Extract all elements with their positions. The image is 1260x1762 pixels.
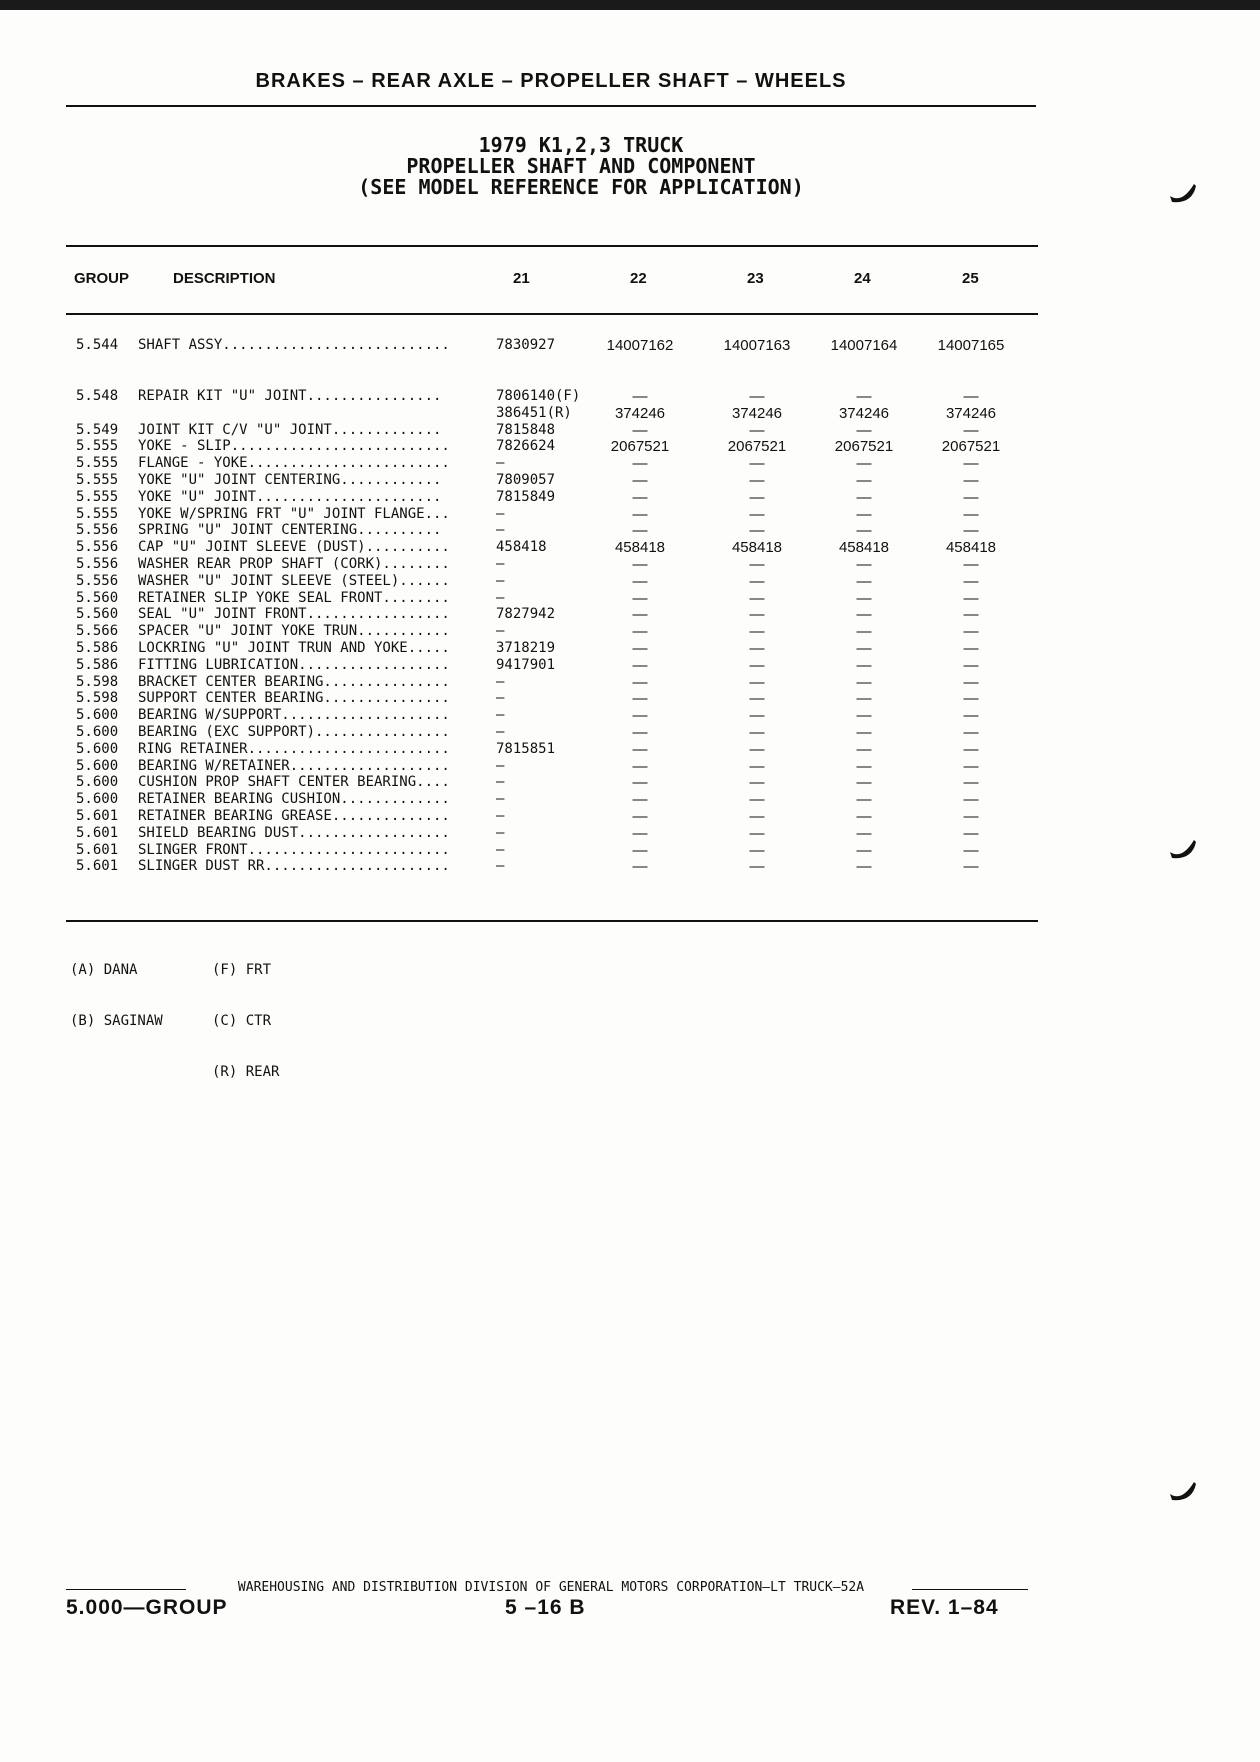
row-group: 5.586 xyxy=(76,640,119,656)
table-row xyxy=(0,640,1260,657)
row-value-25: 14007165 xyxy=(937,337,1005,354)
row-value-25: — xyxy=(963,774,979,792)
row-group: 5.556 xyxy=(76,522,119,539)
row-value-23: — xyxy=(749,858,765,876)
row-description: RETAINER BEARING GREASE.............. xyxy=(138,808,450,824)
row-group: 5.555 xyxy=(76,438,119,455)
row-value-24: — xyxy=(856,505,872,523)
row-value-22: — xyxy=(632,522,648,540)
row-value-22: — xyxy=(632,589,648,607)
footnote: (B) SAGINAW xyxy=(70,1013,163,1029)
footer-page-number: 5 –16 B xyxy=(505,1596,586,1619)
row-value-21: — xyxy=(496,757,505,774)
row-value-24: — xyxy=(856,841,872,859)
row-group: 5.555 xyxy=(76,488,119,505)
row-value-23: — xyxy=(749,606,765,624)
row-value-23: — xyxy=(749,388,765,405)
row-description: SPRING "U" JOINT CENTERING.......... xyxy=(138,522,442,539)
row-group: 5.601 xyxy=(76,824,119,841)
col-header-25: 25 xyxy=(962,270,979,287)
row-value-22: — xyxy=(632,640,648,657)
row-value-22: — xyxy=(632,572,648,590)
table-row xyxy=(0,422,1260,439)
row-value-25: — xyxy=(963,455,979,473)
row-value-25: — xyxy=(963,824,979,842)
row-value-21: — xyxy=(496,623,505,640)
row-value-21: — xyxy=(496,824,505,841)
title-line-1: 1979 K1,2,3 TRUCK xyxy=(478,133,684,157)
row-value-22: — xyxy=(632,858,648,876)
table-bottom-rule xyxy=(66,920,1038,922)
row-value-25: — xyxy=(963,388,979,405)
row-value-24: — xyxy=(856,858,872,876)
table-row xyxy=(0,522,1260,539)
row-value-25: 2067521 xyxy=(941,438,1001,456)
row-value-24: — xyxy=(856,757,872,775)
row-value-21: — xyxy=(496,858,505,875)
row-description: BEARING W/RETAINER................... xyxy=(138,757,450,774)
header-rule xyxy=(66,105,1036,107)
row-description: YOKE - SLIP.......................... xyxy=(138,438,450,455)
row-value-24: — xyxy=(856,472,872,489)
footnote: (R) REAR xyxy=(212,1064,280,1080)
row-value-22: — xyxy=(632,808,648,825)
row-value-24: — xyxy=(856,673,872,691)
row-value-22: — xyxy=(632,472,648,489)
row-group: 5.600 xyxy=(76,707,119,724)
row-description: WASHER "U" JOINT SLEEVE (STEEL)...... xyxy=(138,572,450,589)
table-row xyxy=(0,825,1260,842)
row-group: 5.600 xyxy=(76,791,119,808)
row-group: 5.560 xyxy=(76,606,119,623)
table-top-rule xyxy=(66,245,1038,247)
row-value-21: — xyxy=(496,589,505,606)
row-value-25: — xyxy=(963,522,979,540)
row-description: FITTING LUBRICATION.................. xyxy=(138,656,450,673)
row-value-21: 7827942 xyxy=(496,606,556,623)
row-value-22: — xyxy=(632,656,648,674)
row-value-24: — xyxy=(856,556,872,573)
row-value-21: 458418 xyxy=(496,539,547,556)
row-value-25: 374246 xyxy=(945,404,997,422)
row-value-23: — xyxy=(749,623,765,641)
row-value-25: — xyxy=(963,623,979,641)
row-description: FLANGE - YOKE........................ xyxy=(138,455,450,472)
row-group: 5.586 xyxy=(76,656,119,673)
page-title xyxy=(66,135,1096,198)
row-description: YOKE "U" JOINT CENTERING............ xyxy=(138,472,442,488)
row-value-24: — xyxy=(856,690,872,708)
row-value-25: — xyxy=(963,791,979,809)
footer-division-line: WAREHOUSING AND DISTRIBUTION DIVISION OF GENERAL MOTORS CORPORATION—LT TRUCK—52A xyxy=(237,1580,865,1595)
table-row xyxy=(0,690,1260,707)
table-row xyxy=(0,657,1260,674)
title-line-3: (SEE MODEL REFERENCE FOR APPLICATION) xyxy=(358,175,804,199)
row-value-21: — xyxy=(496,791,505,808)
row-value-24: — xyxy=(856,791,872,809)
row-description: BRACKET CENTER BEARING............... xyxy=(138,673,450,690)
table-row xyxy=(0,858,1260,875)
row-group: 5.601 xyxy=(76,841,119,858)
row-group: 5.560 xyxy=(76,589,119,606)
top-edge-bar xyxy=(0,0,1260,10)
row-description: RETAINER BEARING CUSHION............. xyxy=(138,791,450,808)
row-value-23: — xyxy=(749,556,765,573)
row-value-25: — xyxy=(963,808,979,825)
row-description: CAP "U" JOINT SLEEVE (DUST).......... xyxy=(138,539,450,556)
row-value-22: — xyxy=(632,724,648,741)
row-value-21: — xyxy=(496,724,505,740)
row-value-25: — xyxy=(963,858,979,876)
table-row xyxy=(0,388,1260,405)
col-header-23: 23 xyxy=(747,270,764,287)
row-value-25: — xyxy=(963,841,979,859)
row-value-23: — xyxy=(749,673,765,691)
footer-revision: REV. 1–84 xyxy=(890,1596,999,1619)
table-row xyxy=(0,539,1260,556)
row-value-23: — xyxy=(749,774,765,792)
row-group: 5.549 xyxy=(76,421,119,438)
row-value-25: 458418 xyxy=(945,539,997,557)
row-description: YOKE "U" JOINT...................... xyxy=(138,488,442,505)
row-value-22: — xyxy=(632,841,648,859)
row-value-25: — xyxy=(963,572,979,590)
row-description: CUSHION PROP SHAFT CENTER BEARING.... xyxy=(138,774,450,791)
row-value-25: — xyxy=(963,690,979,708)
row-value-22: — xyxy=(632,606,648,624)
row-value-23: — xyxy=(749,757,765,775)
table-row xyxy=(0,724,1260,741)
row-value-23: — xyxy=(749,455,765,473)
row-value-21: 7806140(F) xyxy=(496,388,581,404)
row-value-24: — xyxy=(856,724,872,741)
table-row xyxy=(0,489,1260,506)
row-value-21: 7815848 xyxy=(496,421,556,438)
row-value-23: — xyxy=(749,808,765,825)
row-value-23: — xyxy=(749,572,765,590)
table-row xyxy=(0,808,1260,825)
row-value-24: — xyxy=(856,640,872,657)
row-value-24: — xyxy=(856,421,872,439)
row-description: SUPPORT CENTER BEARING............... xyxy=(138,690,450,707)
row-value-23: — xyxy=(749,589,765,607)
row-group: 5.598 xyxy=(76,690,119,707)
table-row xyxy=(0,674,1260,691)
row-group: 5.556 xyxy=(76,572,119,589)
row-value-21: — xyxy=(496,673,505,690)
table-header-rule xyxy=(66,313,1038,315)
table-row xyxy=(0,472,1260,489)
row-value-23: — xyxy=(749,472,765,489)
row-value-22: 458418 xyxy=(614,539,666,557)
row-value-24: — xyxy=(856,707,872,725)
row-value-22: — xyxy=(632,757,648,775)
table-row xyxy=(0,791,1260,808)
row-value-23: 374246 xyxy=(731,404,783,422)
row-value-21: — xyxy=(496,707,505,724)
row-value-25: — xyxy=(963,724,979,741)
row-description: SLINGER FRONT........................ xyxy=(138,841,450,858)
row-value-21: — xyxy=(496,556,505,572)
row-description: WASHER REAR PROP SHAFT (CORK)........ xyxy=(138,556,450,572)
table-row xyxy=(0,455,1260,472)
row-value-21: — xyxy=(496,505,505,522)
row-description: SPACER "U" JOINT YOKE TRUN........... xyxy=(138,623,450,640)
row-group: 5.601 xyxy=(76,858,119,875)
table-row xyxy=(0,774,1260,791)
row-value-22: 2067521 xyxy=(610,438,670,456)
row-value-25: — xyxy=(963,421,979,439)
row-value-23: — xyxy=(749,690,765,708)
row-value-23: 458418 xyxy=(731,539,783,557)
binder-hole-mark-icon xyxy=(1168,180,1198,208)
row-value-24: — xyxy=(856,808,872,825)
col-header-22: 22 xyxy=(630,270,647,287)
row-value-25: — xyxy=(963,589,979,607)
row-group: 5.548 xyxy=(76,388,119,404)
row-value-23: — xyxy=(749,656,765,674)
row-value-25: — xyxy=(963,757,979,775)
row-value-25: — xyxy=(963,556,979,573)
row-value-21: 7826624 xyxy=(496,438,556,455)
row-value-21: 7815851 xyxy=(496,740,556,757)
row-value-24: — xyxy=(856,455,872,473)
row-value-21: — xyxy=(496,455,505,472)
row-value-25: — xyxy=(963,673,979,691)
table-row xyxy=(0,606,1260,623)
row-value-25: — xyxy=(963,606,979,624)
title-line-2: PROPELLER SHAFT AND COMPONENT xyxy=(406,154,756,178)
section-header: BRAKES – REAR AXLE – PROPELLER SHAFT – WHEELS xyxy=(255,70,847,92)
table-row xyxy=(0,573,1260,590)
row-group: 5.600 xyxy=(76,757,119,774)
row-group: 5.556 xyxy=(76,556,119,572)
row-description: SLINGER DUST RR...................... xyxy=(138,858,450,875)
row-value-24: — xyxy=(856,740,872,758)
row-group: 5.555 xyxy=(76,455,119,472)
row-value-22: — xyxy=(632,623,648,641)
row-value-21: — xyxy=(496,808,505,824)
row-value-24: — xyxy=(856,572,872,590)
row-value-22: — xyxy=(632,505,648,523)
footnote: (F) FRT xyxy=(212,962,272,978)
row-value-21: — xyxy=(496,690,505,707)
row-value-25: — xyxy=(963,656,979,674)
row-value-23: 2067521 xyxy=(727,438,787,456)
row-value-24: — xyxy=(856,522,872,540)
row-value-23: — xyxy=(749,522,765,540)
row-value-24: — xyxy=(856,606,872,624)
footer-group: 5.000—GROUP xyxy=(66,1596,228,1619)
row-group: 5.556 xyxy=(76,539,119,556)
row-value-24: — xyxy=(856,656,872,674)
row-value-23: — xyxy=(749,824,765,842)
row-description: LOCKRING "U" JOINT TRUN AND YOKE..... xyxy=(138,640,450,656)
row-value-22: — xyxy=(632,673,648,691)
table-row xyxy=(0,590,1260,607)
table-row xyxy=(0,707,1260,724)
row-value-22: — xyxy=(632,388,648,405)
row-description: RING RETAINER........................ xyxy=(138,740,450,757)
row-description: RETAINER SLIP YOKE SEAL FRONT........ xyxy=(138,589,450,606)
row-value-23: — xyxy=(749,505,765,523)
row-value-21: 7830927 xyxy=(496,337,556,353)
row-value-24: 374246 xyxy=(838,404,890,422)
row-value-22: 14007162 xyxy=(606,337,674,354)
col-header-description: DESCRIPTION xyxy=(173,270,276,287)
row-value-21: 9417901 xyxy=(496,656,556,673)
row-value-22: — xyxy=(632,556,648,573)
row-value-21: 7815849 xyxy=(496,488,556,505)
row-value-23: — xyxy=(749,791,765,809)
row-value-22: — xyxy=(632,455,648,473)
row-value-21: — xyxy=(496,774,505,791)
row-value-24: 2067521 xyxy=(834,438,894,456)
row-value-21: — xyxy=(496,841,505,858)
footnote: (C) CTR xyxy=(212,1013,272,1029)
row-group: 5.555 xyxy=(76,505,119,522)
row-description: SEAL "U" JOINT FRONT................. xyxy=(138,606,450,623)
row-value-24: — xyxy=(856,774,872,792)
footnotes-left xyxy=(70,928,163,1047)
row-value-24: — xyxy=(856,589,872,607)
row-description: REPAIR KIT "U" JOINT................ xyxy=(138,388,442,404)
row-group: 5.544 xyxy=(76,337,119,353)
col-header-group: GROUP xyxy=(74,270,130,287)
row-group: 5.598 xyxy=(76,673,119,690)
row-value-24: — xyxy=(856,824,872,842)
row-value-24: — xyxy=(856,623,872,641)
footnote: (A) DANA xyxy=(70,962,138,978)
row-value-22: — xyxy=(632,488,648,506)
row-value-24: 458418 xyxy=(838,539,890,557)
row-value-25: — xyxy=(963,740,979,758)
row-value-22: — xyxy=(632,791,648,809)
row-group: 5.566 xyxy=(76,623,119,640)
row-value-21: 3718219 xyxy=(496,640,556,656)
footnotes-right xyxy=(212,928,279,1098)
table-row xyxy=(0,438,1260,455)
row-group: 5.601 xyxy=(76,808,119,824)
row-value-23: 14007163 xyxy=(723,337,791,354)
binder-hole-mark-icon xyxy=(1168,836,1198,864)
row-value-23: — xyxy=(749,740,765,758)
row-value-22: — xyxy=(632,824,648,842)
binder-hole-mark-icon xyxy=(1168,1478,1198,1506)
row-group: 5.555 xyxy=(76,472,119,488)
row-value-22: — xyxy=(632,690,648,708)
row-value-21: 7809057 xyxy=(496,472,556,488)
table-row xyxy=(0,623,1260,640)
row-group: 5.600 xyxy=(76,774,119,791)
row-value-25: — xyxy=(963,640,979,657)
row-value-21: — xyxy=(496,572,505,589)
table-row xyxy=(0,741,1260,758)
row-description: SHAFT ASSY........................... xyxy=(138,337,450,353)
row-value-23: — xyxy=(749,640,765,657)
row-description: BEARING (EXC SUPPORT)................ xyxy=(138,724,450,740)
table-row xyxy=(0,842,1260,859)
table-row xyxy=(0,337,1260,354)
row-value-25: — xyxy=(963,472,979,489)
table-row xyxy=(0,506,1260,523)
row-value-23: — xyxy=(749,707,765,725)
row-description: YOKE W/SPRING FRT "U" JOINT FLANGE... xyxy=(138,505,450,522)
row-value-23: — xyxy=(749,724,765,741)
row-value-22: — xyxy=(632,740,648,758)
row-description: JOINT KIT C/V "U" JOINT............. xyxy=(138,421,442,438)
row-value-25: — xyxy=(963,505,979,523)
col-header-21: 21 xyxy=(513,270,530,287)
row-value-25: — xyxy=(963,488,979,506)
table-row xyxy=(0,405,1260,422)
row-value-23: — xyxy=(749,421,765,439)
row-value-22: — xyxy=(632,707,648,725)
row-description: BEARING W/SUPPORT.................... xyxy=(138,707,450,724)
table-row xyxy=(0,556,1260,573)
row-value-23: — xyxy=(749,488,765,506)
row-value-22: — xyxy=(632,774,648,792)
row-value-24: 14007164 xyxy=(830,337,898,354)
row-value-22: 374246 xyxy=(614,404,666,422)
row-value-25: — xyxy=(963,707,979,725)
row-value-21: — xyxy=(496,522,505,539)
row-value-23: — xyxy=(749,841,765,859)
row-group: 5.600 xyxy=(76,740,119,757)
table-row xyxy=(0,758,1260,775)
col-header-24: 24 xyxy=(854,270,871,287)
row-value-24: — xyxy=(856,488,872,506)
row-value-21: 386451(R) xyxy=(496,404,572,421)
row-value-24: — xyxy=(856,388,872,405)
row-value-22: — xyxy=(632,421,648,439)
row-group: 5.600 xyxy=(76,724,119,740)
row-description: SHIELD BEARING DUST.................. xyxy=(138,824,450,841)
